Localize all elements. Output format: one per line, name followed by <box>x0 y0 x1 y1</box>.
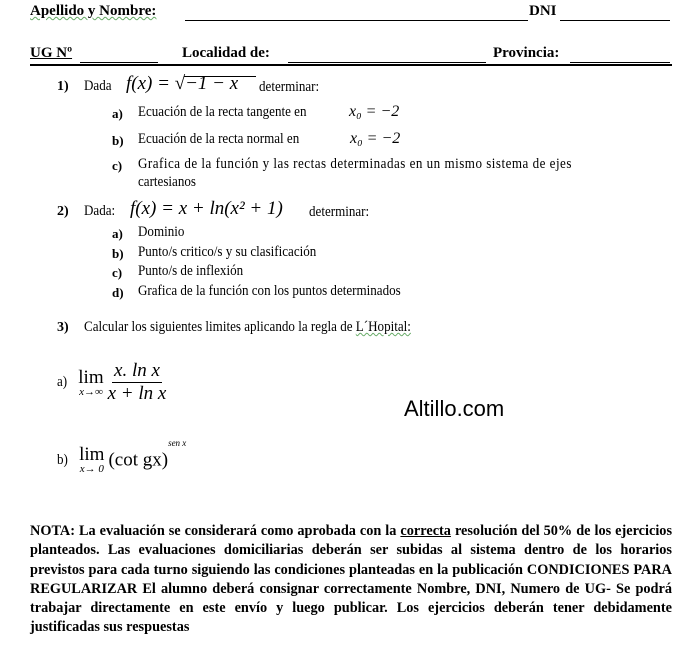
name-label-text: Apellido y Nombre: <box>30 3 157 19</box>
lim-subscript: x→∞ <box>79 385 103 398</box>
provincia-label: Provincia: <box>493 45 560 61</box>
nota-text-rest: resolución del 50% de los ejercicios planteados. Las evaluaciones domiciliarias deberán ser subidas al sistema dentro de los horarios previstos para cada turno siguiendo las condiciones planteadas en la publicación CONDICIONES PARA REGULARIZAR El alumno deberá consignar correctamente Nombre, DNI, Numero de UG- Se podrá trabajar directamente en este envío y luego publicar. Los ejercicios deberán tener debidamente justificadas sus respuestas <box>30 523 673 636</box>
item-math: x₀ = −2 <box>350 130 401 147</box>
limit-exponent: sen x <box>168 438 187 448</box>
dni-label: DNI <box>529 3 557 19</box>
numerator: x. ln x <box>114 360 160 381</box>
exercise-3-number: 3) <box>57 320 69 335</box>
item-label: c) <box>112 265 123 280</box>
nota-underlined: correcta <box>400 523 451 539</box>
limit-operator <box>79 445 104 475</box>
limit-label: b) <box>57 451 68 468</box>
item-label: a) <box>112 106 123 121</box>
dni-field-line <box>560 20 670 21</box>
name-field-line <box>185 20 528 21</box>
watermark-logo: Altillo.com <box>404 396 505 421</box>
item-text: Ecuación de la recta normal en <box>138 131 300 147</box>
item-text: Dominio <box>138 224 185 240</box>
item-label: b) <box>112 246 124 261</box>
nota-text: NOTA: La evaluación se considerará como aprobada con la <box>30 523 397 539</box>
exercise-3-text-end: L´Hopital: <box>355 319 411 335</box>
limit-operator <box>78 368 103 398</box>
ug-field-line <box>80 62 158 63</box>
exercise-3-text <box>84 319 411 336</box>
item-text: Punto/s de inflexión <box>138 263 244 279</box>
item-label: d) <box>112 285 124 300</box>
exercise-2-formula: f(x) = x + ln(x² + 1) <box>130 198 283 219</box>
exercise-1-formula: f(x) = √−1 − x <box>126 73 239 94</box>
localidad-field-line <box>288 62 486 63</box>
item-text: Grafica de la función y las rectas determinadas en un mismo sistema de ejes <box>138 156 572 172</box>
item-label: b) <box>112 133 124 148</box>
exercise-1-suffix: determinar: <box>259 79 320 95</box>
name-label <box>30 3 156 20</box>
header-divider <box>30 64 672 66</box>
item-math: x₀ = −2 <box>349 103 400 120</box>
item-text-continued: cartesianos <box>138 174 196 190</box>
exercise-3-text-main: Calcular los siguientes limites aplicando la regla de <box>84 319 353 335</box>
item-label: a) <box>112 226 123 241</box>
limit-body: (cot gx) <box>108 449 169 471</box>
exercise-2-intro: Dada: <box>84 203 116 219</box>
limit-label: a) <box>57 374 68 390</box>
item-text: Ecuación de la recta tangente en <box>138 104 307 120</box>
lim-subscript: x→ 0 <box>79 463 104 476</box>
localidad-label: Localidad de: <box>182 45 270 61</box>
exercise-2-number: 2) <box>57 204 69 219</box>
item-text: Grafica de la función con los puntos determinados <box>138 283 401 299</box>
limit-a <box>57 360 166 405</box>
item-label: c) <box>112 158 123 173</box>
item-text: Punto/s critico/s y su clasificación <box>138 244 317 260</box>
limit-fraction <box>108 360 167 405</box>
denominator: x + ln x <box>107 383 167 404</box>
ug-label: UG Nº <box>30 45 73 61</box>
provincia-field-line <box>570 62 670 63</box>
limit-b <box>57 438 186 475</box>
lim-text: lim <box>79 444 105 466</box>
exercise-1-intro: Dada <box>84 78 112 94</box>
nota-paragraph <box>30 522 672 638</box>
lim-text: lim <box>78 366 104 388</box>
sqrt-vinculum <box>184 76 256 77</box>
exercise-2-suffix: determinar: <box>309 204 370 220</box>
exercise-1-number: 1) <box>57 79 69 94</box>
